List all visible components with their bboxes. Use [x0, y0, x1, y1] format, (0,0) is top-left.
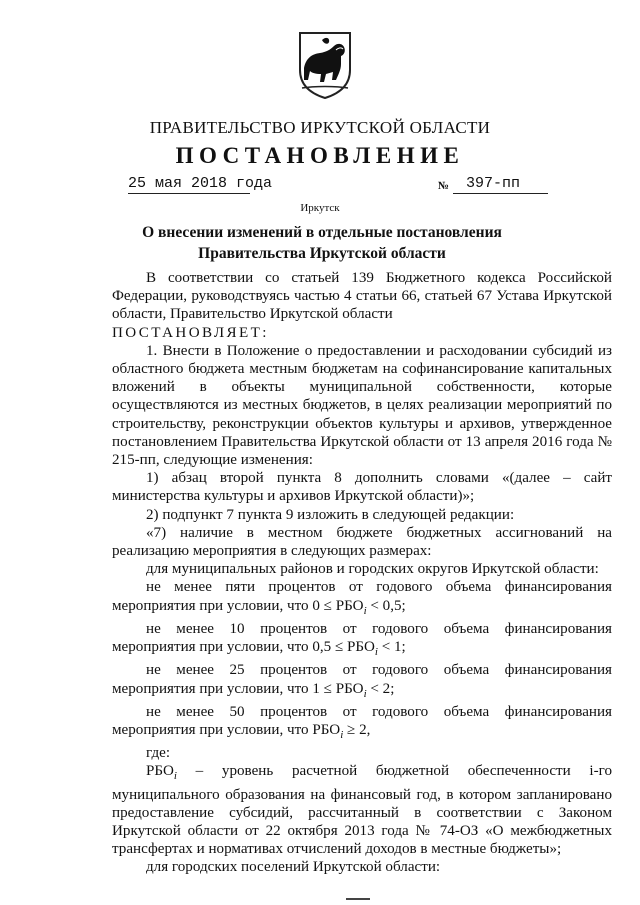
subitem-2-paragraph: 2) подпункт 7 пункта 9 изложить в следующей редакции:: [146, 506, 515, 523]
clause-7-paragraph: «7) наличие в местном бюджете бюджетных ассигнований на реализацию мероприятия в следующих размерах:: [112, 524, 612, 560]
number-underline: [453, 193, 548, 194]
city-name: Иркутск: [300, 202, 340, 214]
decree-date: 25 мая 2018 года: [128, 175, 273, 192]
decree-number: 397-пп: [466, 175, 521, 192]
government-name: ПРАВИТЕЛЬСТВО ИРКУТСКОЙ ОБЛАСТИ: [149, 118, 491, 137]
subitem-1-paragraph: 1) абзац второй пункта 8 дополнить словами «(далее – сайт министерства культуры и архивов Иркутской области)»;: [112, 470, 612, 505]
number-sign: №: [438, 180, 450, 192]
condition-1: не менее пяти процентов от годового объема финансирования мероприятия при условии, что $0 \le РБО_i < 0,5$;: [112, 579, 612, 617]
coat-of-arms-emblem: [296, 30, 354, 100]
document-type: ПОСТАНОВЛЕНИЕ: [175, 143, 465, 168]
condition-2: не менее 10 процентов от годового объема финансирования мероприятия при условии, что $0,5 \le РБО_i < 1$;: [112, 620, 612, 659]
settlements-heading: для городских поселений Иркутской области:: [146, 859, 441, 876]
item-1-paragraph: 1. Внести в Положение о предоставлении и расходовании субсидий из областного бюджета местным бюджетам на софинансирование капитальных вложений в объекты муниципальной собственности, которые осуществляются из местных бюджетов, в целях реализации мероприятий по строительству, реконструкции объектов культуры и архивов, утвержденное постановлением Правительства Иркутской области от 13 апреля 2016 года № 215-пп, следующие изменения:: [112, 342, 612, 469]
districts-heading: для муниципальных районов и городских округов Иркутской области:: [146, 561, 599, 578]
rbo-definition: $РБО_i$ – уровень расчетной бюджетной обеспеченности i-го муниципального образования на финансовый год, в котором запланировано предоставление субсидий, рассчитанный в соответствии с Законом Иркутской области от 22 октября 2013 года № 74-ОЗ «О межбюджетных трансфертах и нормативах отчислений доходов в местные бюджеты»;: [112, 763, 612, 858]
condition-4: не менее 50 процентов от годового объема финансирования мероприятия при условии, что $РБО_i \ge 2$,: [112, 703, 612, 741]
decree-body: [112, 269, 612, 877]
where-label: где:: [146, 745, 171, 762]
condition-3: не менее 25 процентов от годового объема финансирования мероприятия при условии, что $1 \le РБО_i < 2$;: [112, 662, 612, 700]
preamble-paragraph: В соответствии со статьей 139 Бюджетного кодекса Российской Федерации, руководствуясь частью 4 статьи 66, статьей 67 Устава Иркутской области, Правительство Иркутской области: [112, 270, 612, 323]
date-underline: [128, 193, 250, 194]
resolves-heading: ПОСТАНОВЛЯЕТ:: [112, 324, 269, 341]
page-edge-mark: [346, 898, 370, 900]
decree-subject: О внесении изменений в отдельные постановления Правительства Иркутской области: [142, 224, 502, 262]
